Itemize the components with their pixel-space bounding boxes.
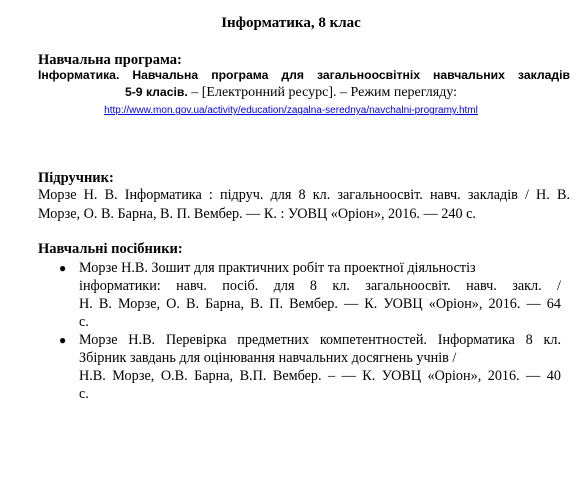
bullet-icon: ●: [59, 333, 67, 347]
textbook-citation-line: Морзе, О. В. Барна, В. П. Вембер. — К. : УОВЦ «Оріон», 2016. — 240 с.: [38, 206, 476, 222]
list-item-line: с.: [79, 314, 89, 330]
list-item-line: Морзе Н.В. Зошит для практичних робіт та проектної діяльностіз: [79, 260, 476, 276]
textbook-citation: [38, 186, 570, 224]
program-resource-text: – [Електронний ресурс]. – Режим перегляду:: [187, 85, 458, 100]
list-item-line: інформатики: навч. посіб. для 8 кл. загальноосвіт. навч. закл. /: [79, 278, 561, 294]
program-heading: Навчальна програма:: [38, 52, 182, 68]
textbook-heading: Підручник:: [38, 170, 114, 186]
page-title: Інформатика, 8 клас: [221, 15, 361, 31]
textbook-citation-line: Морзе Н. В. Інформатика : підруч. для 8 кл. загальноосвіт. навч. закладів / Н. В.: [38, 187, 570, 203]
list-item-line: Н. В. Морзе, О. В. Барна, В. П. Вембер. — К. УОВЦ «Оріон», 2016. — 64: [79, 296, 561, 312]
program-grades: 5-9 класів.: [124, 85, 188, 99]
list-item-line: с.: [79, 386, 89, 402]
list-item-line: Морзе Н.В. Перевірка предметних компетентностей. Інформатика 8 кл.: [79, 332, 561, 348]
list-item-line: Н.В. Морзе, О.В. Барна, В.П. Вембер. – — К. УОВЦ «Оріон», 2016. — 40: [79, 368, 561, 384]
program-link[interactable]: http://www.mon.gov.ua/activity/education/zagalna-serednya/navchalni-programy.html: [104, 105, 478, 116]
manuals-heading: Навчальні посібники:: [38, 241, 183, 257]
program-description: Інформатика. Навчальна програма для загальноосвітніх навчальних закладів: [38, 68, 570, 82]
bullet-icon: ●: [59, 261, 67, 275]
list-item-line: Збірник завдань для оцінювання навчальних досягнень учнів /: [79, 350, 457, 366]
program-resource-line: [0, 85, 582, 101]
list-item: [79, 259, 561, 331]
list-item: [79, 331, 561, 403]
